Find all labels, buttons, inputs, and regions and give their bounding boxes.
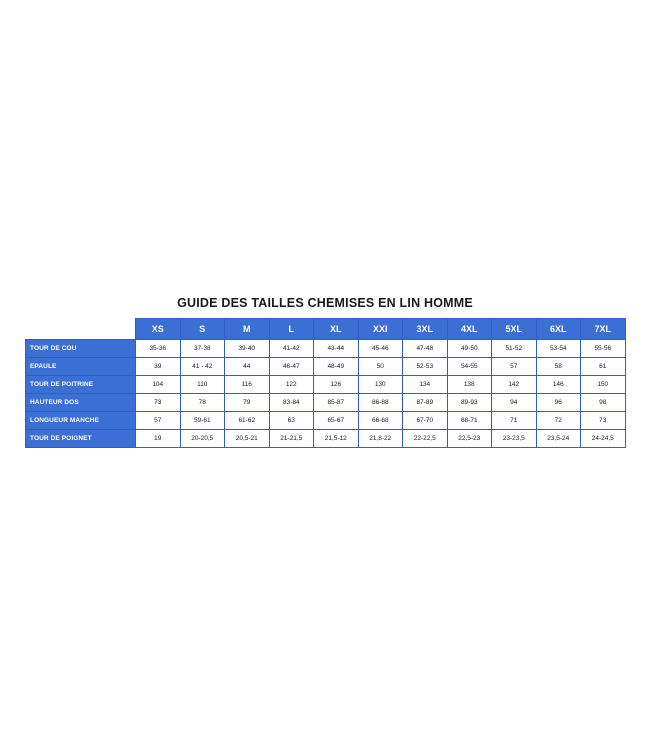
- cell: 142: [492, 376, 537, 394]
- cell: 44: [225, 358, 270, 376]
- table-row: [26, 430, 626, 448]
- table-row: [26, 358, 626, 376]
- table-header-row: [26, 319, 626, 340]
- column-header-6xl: 6XL: [536, 319, 581, 340]
- cell: 21,8-22: [358, 430, 403, 448]
- cell: 35-36: [136, 340, 181, 358]
- table-row: [26, 412, 626, 430]
- column-header-s: S: [180, 319, 225, 340]
- cell: 22-22,5: [403, 430, 448, 448]
- row-label-tour-de-cou: TOUR DE COU: [26, 340, 136, 358]
- column-header-l: L: [269, 319, 314, 340]
- cell: 83-84: [269, 394, 314, 412]
- cell: 39-40: [225, 340, 270, 358]
- column-header-m: M: [225, 319, 270, 340]
- table-row: [26, 376, 626, 394]
- cell: 86-88: [358, 394, 403, 412]
- cell: 61-62: [225, 412, 270, 430]
- cell: 87-89: [403, 394, 448, 412]
- cell: 43-44: [314, 340, 359, 358]
- cell: 104: [136, 376, 181, 394]
- cell: 72: [536, 412, 581, 430]
- cell: 58: [536, 358, 581, 376]
- cell: 130: [358, 376, 403, 394]
- cell: 55-56: [581, 340, 626, 358]
- cell: 146: [536, 376, 581, 394]
- row-label-longueur-manche: LONGUEUR MANCHE: [26, 412, 136, 430]
- cell: 73: [136, 394, 181, 412]
- cell: 23-23,5: [492, 430, 537, 448]
- cell: 51-52: [492, 340, 537, 358]
- cell: 21,5-12: [314, 430, 359, 448]
- cell: 138: [447, 376, 492, 394]
- cell: 45-46: [358, 340, 403, 358]
- cell: 57: [136, 412, 181, 430]
- cell: 54-55: [447, 358, 492, 376]
- column-header-7xl: 7XL: [581, 319, 626, 340]
- column-header-xl: XL: [314, 319, 359, 340]
- column-header-3xl: 3XL: [403, 319, 448, 340]
- cell: 94: [492, 394, 537, 412]
- cell: 47-48: [403, 340, 448, 358]
- cell: 61: [581, 358, 626, 376]
- table-header: [26, 319, 626, 340]
- column-header-xs: XS: [136, 319, 181, 340]
- cell: 134: [403, 376, 448, 394]
- cell: 20,5-21: [225, 430, 270, 448]
- cell: 63: [269, 412, 314, 430]
- cell: 79: [225, 394, 270, 412]
- row-label-tour-de-poignet: TOUR DE POIGNET: [26, 430, 136, 448]
- row-label-epaule: EPAULE: [26, 358, 136, 376]
- cell: 53-54: [536, 340, 581, 358]
- cell: 20-20,5: [180, 430, 225, 448]
- column-header-5xl: 5XL: [492, 319, 537, 340]
- cell: 50: [358, 358, 403, 376]
- cell: 126: [314, 376, 359, 394]
- cell: 98: [581, 394, 626, 412]
- cell: 66-68: [358, 412, 403, 430]
- cell: 41 - 42: [180, 358, 225, 376]
- cell: 22,5-23: [447, 430, 492, 448]
- cell: 37-38: [180, 340, 225, 358]
- row-label-tour-de-poitrine: TOUR DE POITRINE: [26, 376, 136, 394]
- cell: 122: [269, 376, 314, 394]
- cell: 39: [136, 358, 181, 376]
- cell: 150: [581, 376, 626, 394]
- cell: 23,5-24: [536, 430, 581, 448]
- row-label-hauteur-dos: HAUTEUR DOS: [26, 394, 136, 412]
- cell: 52-53: [403, 358, 448, 376]
- cell: 71: [492, 412, 537, 430]
- table-row: [26, 394, 626, 412]
- column-header-4xl: 4XL: [447, 319, 492, 340]
- column-header-xxi: XXI: [358, 319, 403, 340]
- cell: 67-70: [403, 412, 448, 430]
- page-title: GUIDE DES TAILLES CHEMISES EN LIN HOMME: [177, 296, 473, 310]
- table-corner-cell: [26, 319, 136, 340]
- cell: 41-42: [269, 340, 314, 358]
- table-body: [26, 340, 626, 448]
- cell: 78: [180, 394, 225, 412]
- size-guide-table: [25, 318, 626, 448]
- cell: 85-87: [314, 394, 359, 412]
- cell: 68-71: [447, 412, 492, 430]
- table-row: [26, 340, 626, 358]
- cell: 48-49: [314, 358, 359, 376]
- size-guide-container: [25, 290, 625, 448]
- cell: 49-50: [447, 340, 492, 358]
- cell: 59-61: [180, 412, 225, 430]
- cell: 116: [225, 376, 270, 394]
- cell: 19: [136, 430, 181, 448]
- cell: 24-24,5: [581, 430, 626, 448]
- cell: 110: [180, 376, 225, 394]
- cell: 21-21,5: [269, 430, 314, 448]
- cell: 57: [492, 358, 537, 376]
- cell: 96: [536, 394, 581, 412]
- cell: 73: [581, 412, 626, 430]
- cell: 65-67: [314, 412, 359, 430]
- cell: 89-93: [447, 394, 492, 412]
- cell: 46-47: [269, 358, 314, 376]
